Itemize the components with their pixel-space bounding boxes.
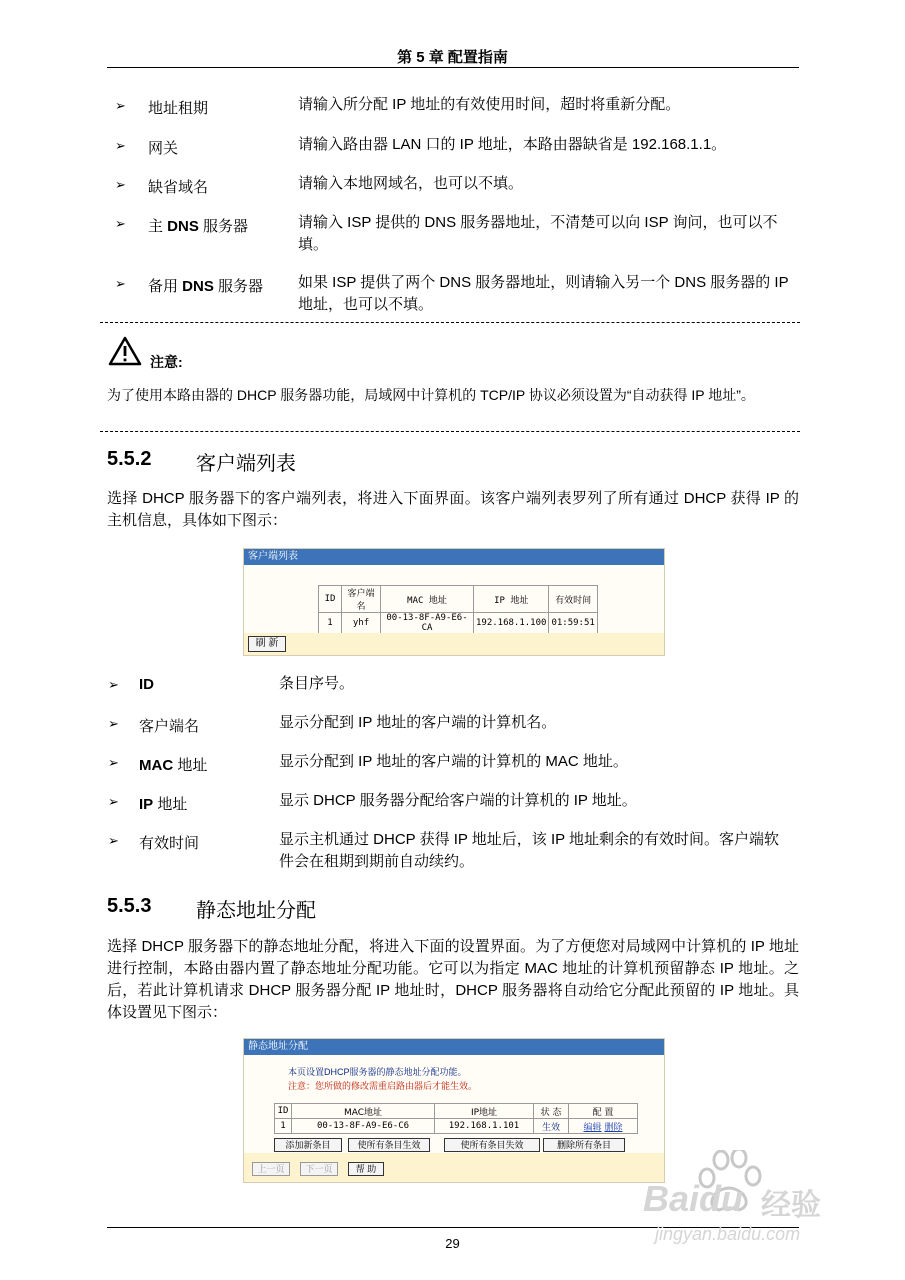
desc-id: 条目序号。 — [279, 675, 355, 692]
term-secondary-dns: 备用 DNS 服务器 — [148, 278, 264, 295]
bullet-icon: ➢ — [108, 716, 119, 731]
panel-footer — [244, 1153, 664, 1182]
desc-lease-time: 显示主机通过 DHCP 获得 IP 地址后，该 IP 地址剩余的有效时间。客户端软件会在租期到期前自动续约。 — [279, 831, 780, 870]
edit-link[interactable]: 编辑 — [583, 1122, 602, 1133]
page-number: 29 — [445, 1236, 460, 1251]
term-client-name: 客户端名 — [139, 718, 200, 735]
note-text: 为了使用本路由器的 DHCP 服务器功能，局域网中计算机的 TCP/IP 协议必须设置为“自动获得 IP 地址”。 — [107, 387, 755, 403]
cell-ip: 192.168.1.101 — [435, 1119, 534, 1134]
section-title: 静态地址分配 — [196, 900, 316, 922]
section-intro: 选择 DHCP 服务器下的静态地址分配，将进入下面的设置界面。为了方便您对局域网中计算机的 IP 地址进行控制，本路由器内置了静态地址分配功能。它可以为指定 MAC 地址的计算机预留静态 IP 地址。之后，若此计算机请求 DHCP 服务器分配 IP 地址时，DHCP 服务器将自动给它分配此预留的 IP 地址。具体设置见下图示： — [107, 938, 799, 1021]
desc-client-name: 显示分配到 IP 地址的客户端的计算机名。 — [279, 714, 557, 731]
term-gateway: 网关 — [148, 140, 179, 157]
cell-id: 1 — [319, 613, 342, 634]
col-ip: IP地址 — [435, 1104, 534, 1119]
panel-body — [244, 1055, 664, 1153]
term-mac: MAC 地址 — [139, 757, 208, 774]
table-header-row — [319, 586, 598, 613]
table-row — [319, 613, 598, 634]
cell-config — [569, 1119, 638, 1134]
col-id: ID — [275, 1104, 292, 1119]
delete-all-button[interactable]: 删除所有条目 — [543, 1138, 625, 1152]
warning-icon — [108, 336, 142, 366]
client-table — [318, 585, 598, 634]
table-header-row — [275, 1104, 638, 1119]
table-row — [275, 1119, 638, 1134]
term-domain: 缺省域名 — [148, 179, 209, 196]
note-bottom-divider — [100, 431, 800, 432]
section-title: 客户端列表 — [196, 453, 296, 475]
col-id: ID — [319, 586, 342, 613]
page-header-title: 第 5 章 配置指南 — [397, 49, 508, 66]
delete-link[interactable]: 删除 — [604, 1122, 623, 1133]
cell-mac: 00-13-8F-A9-E6-CA — [381, 613, 474, 634]
col-mac: MAC 地址 — [381, 586, 474, 613]
bullet-icon: ➢ — [108, 833, 119, 848]
bullet-icon: ➢ — [108, 755, 119, 770]
cell-client-name: yhf — [342, 613, 381, 634]
col-lease: 有效时间 — [549, 586, 597, 613]
term-lease: 地址租期 — [148, 100, 209, 117]
next-page-button[interactable]: 下一页 — [300, 1162, 338, 1176]
desc-secondary-dns: 如果 ISP 提供了两个 DNS 服务器地址，则请输入另一个 DNS 服务器的 IP 地址，也可以不填。 — [298, 274, 789, 313]
section-intro: 选择 DHCP 服务器下的客户端列表，将进入下面界面。该客户端列表罗列了所有通过 DHCP 获得 IP 的主机信息，具体如下图示： — [107, 490, 799, 529]
term-primary-dns: 主 DNS 服务器 — [148, 218, 249, 235]
bullet-icon: ➢ — [115, 138, 126, 153]
refresh-button[interactable]: 刷 新 — [248, 636, 286, 652]
cell-id: 1 — [275, 1119, 292, 1134]
help-button[interactable]: 帮 助 — [348, 1162, 384, 1176]
panel-title: 客户端列表 — [244, 549, 664, 565]
section-number: 5.5.2 — [107, 448, 152, 470]
watermark-url: jingyan.baidu.com — [655, 1224, 801, 1244]
cell-mac: 00-13-8F-A9-E6-C6 — [292, 1119, 435, 1134]
enable-all-button[interactable]: 使所有条目生效 — [348, 1138, 430, 1152]
bullet-icon: ➢ — [115, 276, 126, 291]
client-list-screenshot — [243, 548, 665, 656]
cell-lease: 01:59:51 — [549, 613, 597, 634]
panel-footer — [244, 633, 664, 655]
col-mac: MAC地址 — [292, 1104, 435, 1119]
bullet-icon: ➢ — [115, 216, 126, 231]
col-client-name: 客户端名 — [342, 586, 381, 613]
cell-ip: 192.168.1.100 — [474, 613, 549, 634]
desc-primary-dns: 请输入 ISP 提供的 DNS 服务器地址，不清楚可以向 ISP 询问，也可以不填。 — [298, 214, 778, 253]
bullet-icon: ➢ — [108, 794, 119, 809]
watermark-cn: 经验 — [761, 1189, 821, 1222]
watermark-brand: Baidu — [643, 1178, 744, 1219]
baidu-watermark — [643, 1150, 853, 1260]
note-label: 注意: — [150, 354, 183, 370]
panel-body — [244, 565, 664, 633]
col-status: 状 态 — [534, 1104, 569, 1119]
cell-status: 生效 — [534, 1119, 569, 1134]
static-address-screenshot — [243, 1038, 665, 1183]
term-id: ID — [139, 676, 154, 693]
disable-all-button[interactable]: 使所有条目失效 — [444, 1138, 540, 1152]
bullet-icon: ➢ — [115, 98, 126, 113]
desc-ip: 显示 DHCP 服务器分配给客户端的计算机的 IP 地址。 — [279, 792, 637, 809]
term-lease-time: 有效时间 — [139, 835, 200, 852]
prev-page-button[interactable]: 上一页 — [252, 1162, 290, 1176]
panel-warning: 注意：您所做的修改需重启路由器后才能生效。 — [288, 1081, 478, 1091]
section-number: 5.5.3 — [107, 895, 152, 917]
desc-domain: 请输入本地网域名，也可以不填。 — [298, 175, 524, 192]
panel-title: 静态地址分配 — [244, 1039, 664, 1055]
add-entry-button[interactable]: 添加新条目 — [274, 1138, 342, 1152]
bullet-icon: ➢ — [115, 177, 126, 192]
term-ip: IP 地址 — [139, 796, 188, 813]
header-rule — [107, 67, 799, 68]
col-config: 配 置 — [569, 1104, 638, 1119]
col-ip: IP 地址 — [474, 586, 549, 613]
note-top-divider — [100, 322, 800, 323]
static-table — [274, 1103, 638, 1134]
panel-note: 本页设置DHCP服务器的静态地址分配功能。 — [288, 1067, 467, 1077]
bullet-icon: ➢ — [108, 677, 119, 692]
desc-mac: 显示分配到 IP 地址的客户端的计算机的 MAC 地址。 — [279, 753, 628, 770]
desc-gateway: 请输入路由器 LAN 口的 IP 地址，本路由器缺省是 192.168.1.1。 — [298, 136, 727, 153]
desc-lease: 请输入所分配 IP 地址的有效使用时间，超时将重新分配。 — [298, 96, 681, 113]
